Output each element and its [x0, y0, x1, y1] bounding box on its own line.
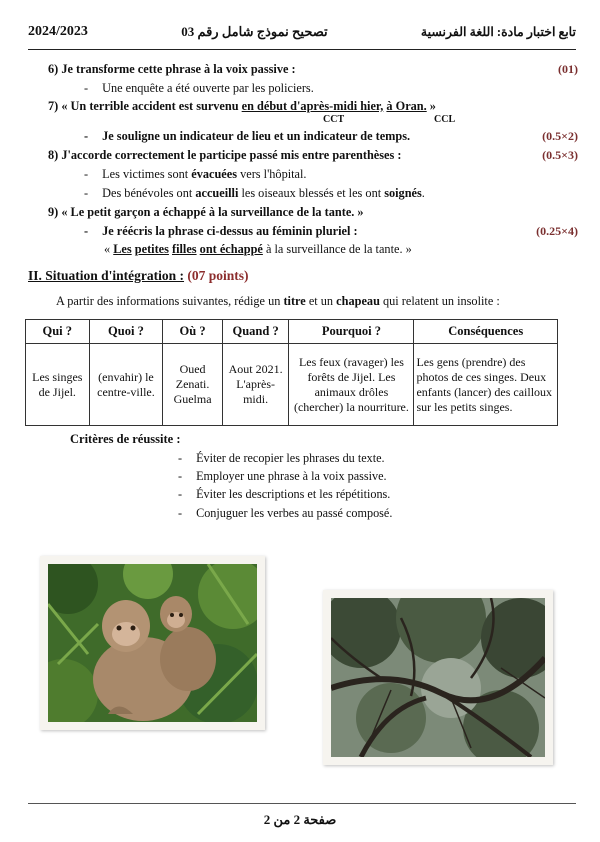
question-8: 8) J'accorde correctement le participe passé mis entre parenthèses :	[48, 148, 402, 162]
table-cell-quand: Aout 2021. L'après-midi.	[222, 344, 289, 426]
table-header: Conséquences	[414, 320, 558, 344]
question-9-answer: « Les petites filles ont échappé à la surveillance de la tante. »	[104, 242, 412, 256]
subject-title: تابع اختبار مادة: اللغة الفرنسية	[420, 24, 576, 39]
question-8-score: (0.5×3)	[542, 148, 578, 162]
tag-ccl: CCL	[434, 114, 456, 125]
page-number: صفحة 2 من 2	[263, 812, 337, 827]
table-header: Où ?	[163, 320, 222, 344]
q7-prefix: 7) « Un terrible accident est survenu	[48, 99, 242, 113]
section-2-intro: A partir des informations suivantes, rédige un titre et un chapeau qui relatent un insolite :	[56, 294, 500, 308]
question-9: 9) « Le petit garçon a échappé à la surveillance de la tante. »	[48, 205, 364, 219]
table-cell-qui: Les singes de Jijel.	[26, 344, 90, 426]
table-header: Pourquoi ?	[289, 320, 414, 344]
table-cell-pourquoi: Les feux (ravager) les forêts de Jijel. Les animaux drôles (chercher) la nourriture.	[289, 344, 414, 426]
question-8-line-1: - Les victimes sont évacuées vers l'hôpital.	[84, 167, 307, 181]
table-cell-quoi: (envahir) le centre-ville.	[89, 344, 163, 426]
section-2-heading: II. Situation d'intégration : (07 points)	[28, 268, 249, 283]
footer-divider	[28, 803, 576, 804]
info-table	[25, 319, 558, 426]
table-header-row	[26, 320, 558, 344]
question-7-score: (0.5×2)	[542, 129, 578, 143]
question-9-score: (0.25×4)	[536, 224, 578, 238]
question-9-instruction: - Je réécris la phrase ci-dessus au féminin pluriel :	[84, 224, 358, 238]
monkeys-photo	[40, 556, 265, 730]
question-8-line-2: - Des bénévoles ont accueilli les oiseaux blessés et les ont soignés.	[84, 186, 425, 200]
criteria-title: Critères de réussite :	[70, 432, 181, 446]
table-row	[26, 344, 558, 426]
question-6-score: (01)	[558, 62, 578, 76]
question-7-instruction: - Je souligne un indicateur de lieu et un indicateur de temps.	[84, 129, 411, 143]
criteria-item: - Conjuguer les verbes au passé composé.	[178, 506, 393, 520]
criteria-item: - Employer une phrase à la voix passive.	[178, 469, 387, 483]
school-year: 2024/2023	[28, 23, 88, 39]
table-header: Quand ?	[222, 320, 289, 344]
table-header: Qui ?	[26, 320, 90, 344]
table-cell-ou: Oued Zenati. Guelma	[163, 344, 222, 426]
table-cell-consequences: Les gens (prendre) des photos de ces singes. Deux enfants (lancer) des cailloux sur les petits singes.	[414, 344, 558, 426]
question-6-answer: - Une enquête a été ouverte par les policiers.	[84, 81, 314, 95]
question-7: 7) « Un terrible accident est survenu en début d'après-midi hier, à Oran. »	[48, 99, 436, 113]
q7-cct-underlined: en début d'après-midi hier,	[241, 99, 384, 113]
tree-photo	[323, 590, 553, 765]
page-header	[28, 14, 576, 50]
table-header: Quoi ?	[89, 320, 163, 344]
criteria-item: - Éviter de recopier les phrases du texte.	[178, 451, 385, 465]
exam-title: تصحيح نموذج شامل رقم 03	[181, 23, 328, 39]
tag-cct: CCT	[323, 114, 345, 125]
question-6: 6) Je transforme cette phrase à la voix passive :	[48, 62, 296, 76]
criteria-item: - Éviter les descriptions et les répétitions.	[178, 487, 391, 501]
q7-ccl-underlined: à Oran.	[386, 99, 427, 113]
